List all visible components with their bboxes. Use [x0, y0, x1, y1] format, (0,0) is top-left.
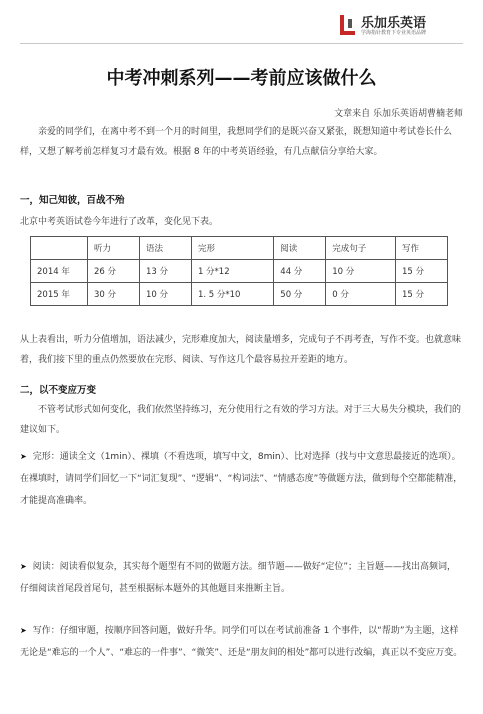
table-cell: 2014 年 [31, 260, 88, 283]
score-table [30, 236, 448, 306]
brand-name: 乐加乐英语 [361, 16, 427, 31]
table-header-cell: 完成句子 [326, 237, 396, 260]
table-header-cell: 听力 [88, 237, 140, 260]
table-cell: 15 分 [396, 283, 448, 306]
table-cell: 15 分 [396, 260, 448, 283]
table-row [31, 260, 448, 283]
table-cell: 1. 5 分*10 [191, 283, 273, 306]
page-title: 中考冲刺系列——考前应该做什么 [106, 68, 377, 89]
table-cell: 13 分 [139, 260, 191, 283]
article-source: 文章来自 乐加乐英语胡曹楠老师 [334, 109, 463, 119]
table-cell: 10 分 [139, 283, 191, 306]
section1-heading: 一，知己知彼，百战不殆 [20, 195, 125, 206]
table-cell: 50 分 [274, 283, 326, 306]
table-cell: 1 分*12 [191, 260, 273, 283]
list-item-text: 阅读：阅读看似复杂，其实每个题型有不同的做题方法。细节题——做好“定位”；主旨题——找出高频词，仔细阅读首尾段首尾句，甚至根据标本题外的其他题目来推断主旨。 [20, 562, 457, 594]
table-cell: 30 分 [88, 283, 140, 306]
table-header-cell: 语法 [139, 237, 191, 260]
list-item [20, 446, 463, 512]
intro-paragraph: 亲爱的同学们，在离中考不到一个月的时间里，我想同学们的是既兴奋又紧张，既想知道中考试卷长什么样，又想了解考前怎样复习才最有效。根据 8 年的中考英语经验，有几点献信分享给大家。 [20, 127, 453, 157]
brand-logo [339, 12, 459, 40]
table-cell: 26 分 [88, 260, 140, 283]
table-cell: 0 分 [326, 283, 396, 306]
brand-tagline: 学海指针教育下专业英语品牌 [361, 30, 427, 36]
brand-mark-icon [339, 14, 357, 36]
header-divider [20, 43, 463, 44]
table-header-cell [31, 237, 88, 260]
page-header [20, 8, 463, 42]
arrow-bullet-icon: ➤ [20, 562, 27, 571]
list-item-text: 完形：通读全文（1min）、裸填（不看选项，填写中文，8min）、比对选择（找与中文意思最接近的选项）。在裸填时，请同学们回忆一下“词汇复现”、“逻辑”、“构词法”、“情感态度”等做题方法，做到每个空都能精准，才能提高准确率。 [20, 452, 463, 506]
table-cell: 10 分 [326, 260, 396, 283]
arrow-bullet-icon: ➤ [20, 626, 27, 635]
section1-intro: 北京中考英语试卷今年进行了改革，变化见下表。 [20, 217, 219, 227]
section1-note: 从上表看出，听力分值增加，语法减少，完形难度加大，阅读量增多，完成句子不再考查，写作不变。也就意味着，我们接下里的重点仍然要放在完形、阅读、写作这几个最容易拉开差距的地方。 [20, 335, 462, 365]
table-header-cell: 完形 [191, 237, 273, 260]
list-item-text: 写作：仔细审题，按顺序回答问题，做好升华。同学们可以在考试前准备 1 个事件，以“帮助”为主题，这样无论是“难忘的一个人”、“难忘的一件事”、“微笑”、还是“朋友间的相处”都可以进行改编，真正以不变应万变。 [20, 626, 463, 658]
section2-intro: 不管考试形式如何变化，我们依然坚持练习，充分使用行之有效的学习方法。对于三大易失分模块，我们的建议如下。 [20, 405, 462, 435]
table-cell: 44 分 [274, 260, 326, 283]
table-header-cell: 阅读 [274, 237, 326, 260]
list-item [20, 620, 463, 664]
section2-heading: 二，以不变应万变 [20, 385, 97, 396]
table-header-cell: 写作 [396, 237, 448, 260]
list-item [20, 556, 463, 600]
arrow-bullet-icon: ➤ [20, 452, 27, 461]
table-row [31, 283, 448, 306]
table-cell: 2015 年 [31, 283, 88, 306]
table-header-row [31, 237, 448, 260]
